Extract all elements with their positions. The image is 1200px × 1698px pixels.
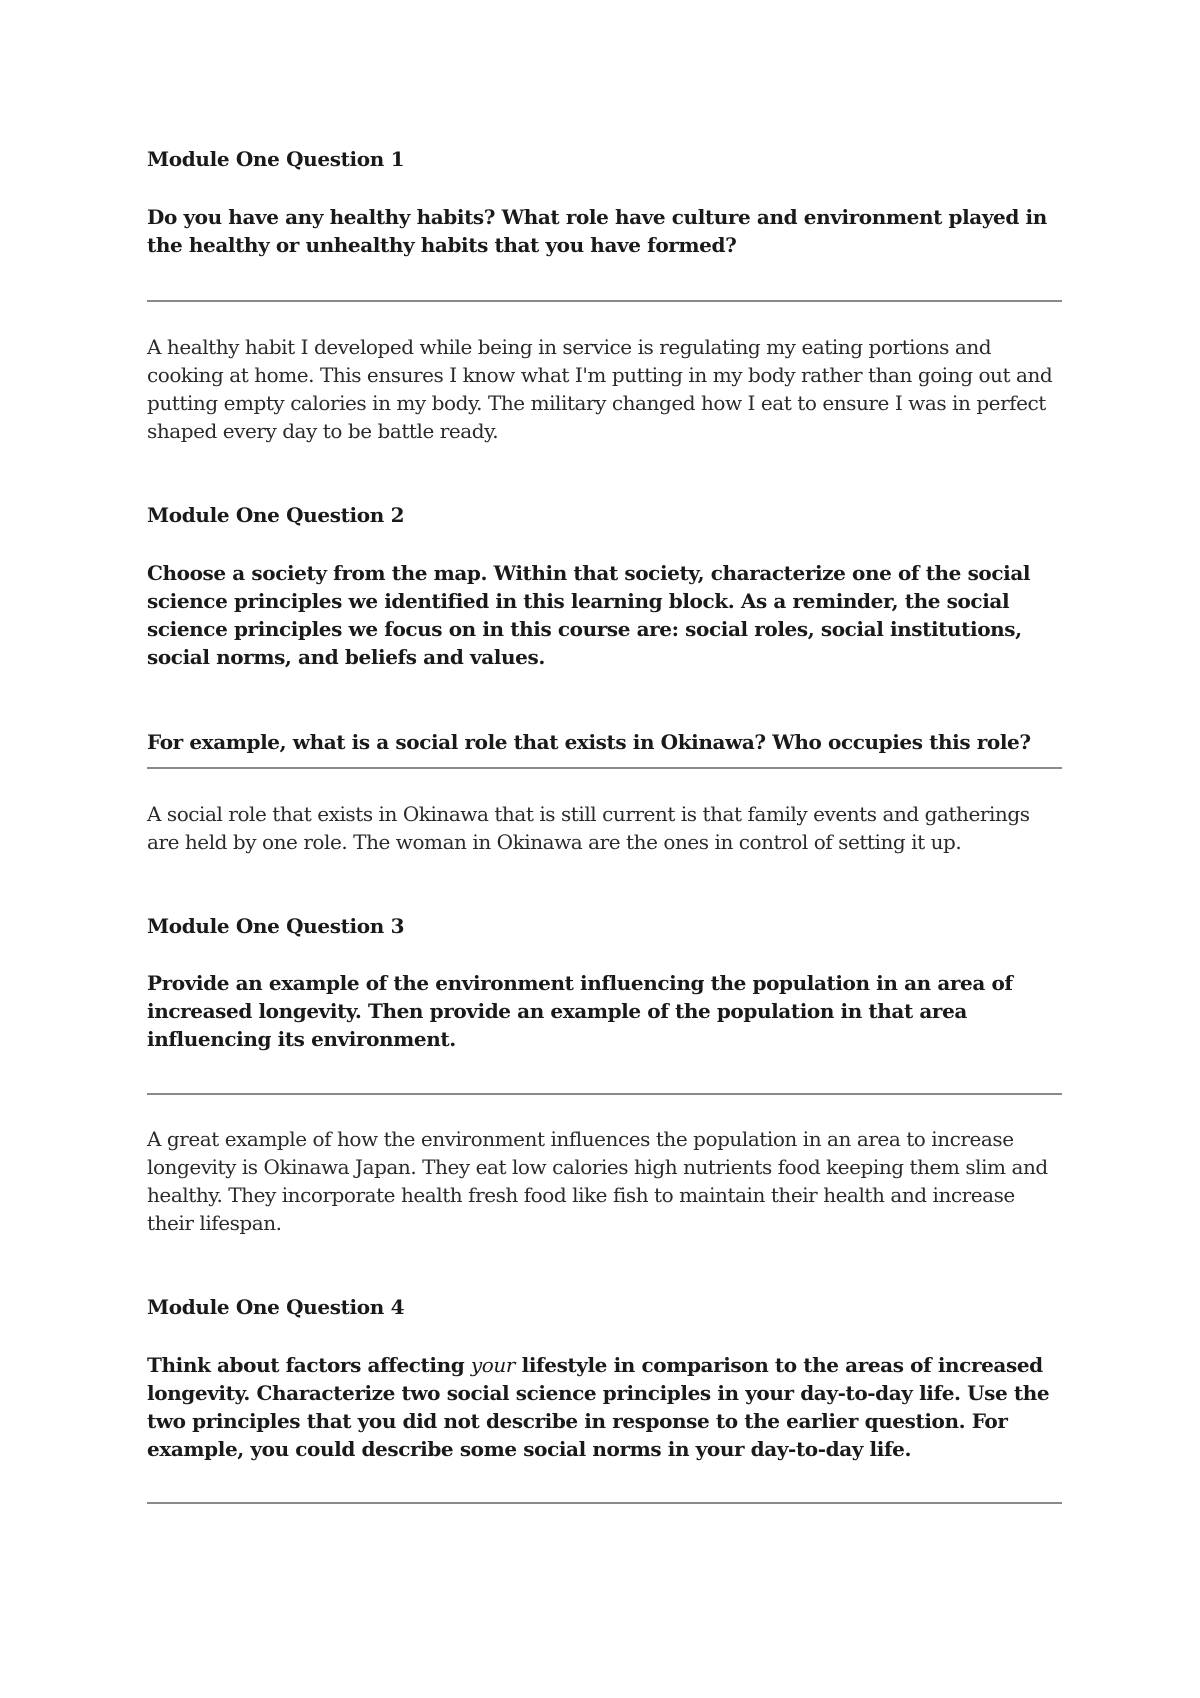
answer-divider xyxy=(147,1502,1062,1504)
question-4-prompt xyxy=(147,1351,1062,1463)
question-4-heading: Module One Question 4 xyxy=(147,1295,405,1319)
question-3-prompt: Provide an example of the environment influencing the population in an area of increased longevity. Then provide an example of the population in that area influencing its environment. xyxy=(147,971,1013,1051)
question-4-prompt-lead: Think about factors affecting xyxy=(147,1353,471,1377)
question-2-answer: A social role that exists in Okinawa that is still current is that family events and gatherings are held by one role. The woman in Okinawa are the ones in control of setting it up. xyxy=(147,802,1030,854)
answer-divider xyxy=(147,1093,1062,1095)
question-4-prompt-emphasis: your xyxy=(470,1353,516,1377)
question-1-prompt: Do you have any healthy habits? What role have culture and environment played in the healthy or unhealthy habits that you have formed? xyxy=(147,205,1047,257)
question-3-answer: A great example of how the environment influences the population in an area to increase longevity is Okinawa Japan. They eat low calories high nutrients food keeping them slim and healthy. They incorporate health fresh food like fish to maintain their health and increase their lifespan. xyxy=(147,1127,1048,1235)
question-1-answer: A healthy habit I developed while being in service is regulating my eating portions and cooking at home. This ensures I know what I'm putting in my body rather than going out and putting empty calories in my body. The military changed how I eat to ensure I was in perfect shaped every day to be battle ready. xyxy=(147,335,1053,443)
question-2-sub-prompt: For example, what is a social role that exists in Okinawa? Who occupies this role? xyxy=(147,730,1031,754)
answer-divider xyxy=(147,300,1062,302)
question-4-prompt-rest: lifestyle in comparison to the areas of increased longevity. Characterize two social science principles in your day-to-day life. Use the two principles that you did not describe in response to the earlier question. For example, you could describe some social norms in your day-to-day life. xyxy=(147,1353,1050,1461)
question-2-prompt: Choose a society from the map. Within that society, characterize one of the social science principles we identified in this learning block. As a reminder, the social science principles we focus on in this course are: social roles, social institutions, social norms, and beliefs and values. xyxy=(147,561,1031,669)
question-2-heading: Module One Question 2 xyxy=(147,503,405,527)
question-3-heading: Module One Question 3 xyxy=(147,914,405,938)
question-1-heading: Module One Question 1 xyxy=(147,147,405,171)
answer-divider xyxy=(147,767,1062,769)
